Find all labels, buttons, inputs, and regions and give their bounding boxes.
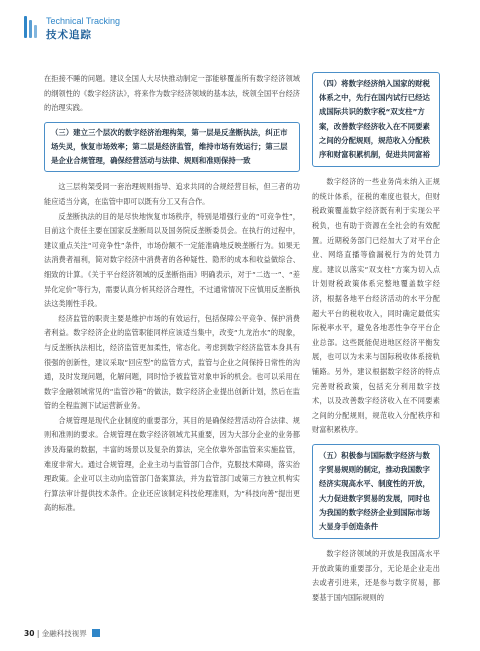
- paragraph: 合规管理是现代企业制度的重要部分，其目的是确保经营活动符合法律、规则和准则的要求。合规管理在数字经济领域尤其重要，因为大部分企业的业务都涉及海量的数据，丰富的场景以及复杂的算法，完全依靠外部监管来实施监管，难度非常大。通过合规管理，企业主动与监管部门合作，克服技术障碍，落实治理政策。企业可以主动向监管部门备案算法，并为监管部门或第三方独立机构实行算法审计提供技术条件。企业还应该制定科技伦理准则，为“科技向善”提出更高的标准。: [44, 415, 300, 513]
- section-heading-5: （五）积极参与国际数字经济与数字贸易规则的制定，推动我国数字经济实现高水平、制度性的开放，大力促进数字贸易的发展，同时也为我国的数字经济企业到国际市场大显身手创造条件: [312, 444, 440, 539]
- logo-bars-icon: [24, 16, 38, 38]
- page-footer: [24, 628, 100, 639]
- section-heading-3: （三）建立三个层次的数字经济治理构架，第一层是反垄断执法，纠正市场失灵，恢复市场效率；第二层是经济监管，维持市场有效运行；第三层是企业合规管理，确保经营活动与法律、规则和准则保持一致: [44, 122, 300, 173]
- right-column: [312, 72, 440, 606]
- paragraph: 数字经济的一些业务尚未纳入正规的统计体系，征税的难度也很大，但财税政策覆盖数字经济既有利于实现公平税负，也有助于资源在全社会的有效配置。近期税务部门已经加大了对平台企业、网络直播等偷漏税行为的处罚力度。建议以落实“双支柱”方案为切入点计划财税政策体系完整地覆盖数字经济，根据各地平台经济活动的水平分配超大平台的税收收入，同时确定最低实际税率水平，避免各地恶性争夺平台企业总部。这些既能促进地区经济平衡发展，也可以为未来与国际税收体系接轨铺路。另外，建议根据数字经济的特点完善财税政策，包括充分利用数字技术，以及改善数字经济收入在不同要素之间的分配规则，规范收入分配秩序和财富积累秩序。: [312, 177, 440, 435]
- paragraph: 在拒接不睡的问题。建议全国人大尽快推动制定一部能够覆盖所有数字经济领域的纲领性的《数字经济法》，将来作为数字经济领域的基本法，统领全国平台经济的治理实践。: [44, 74, 300, 113]
- left-column: [44, 72, 300, 516]
- paragraph: 数字经济领域的开放是我国高水平开放政策的重要部分，无论是企业走出去或者引进来，还是参与数字贸易，都要基于国内国际规则的: [312, 549, 440, 602]
- paragraph: 反垄断执法的目的是尽快地恢复市场秩序，特别是增强行业的“可竞争性”，目前这个责任主要在国家反垄断局以及国务院反垄断委员会。在执行的过程中，建议重点关注“可竞争性”条件，市场份额不一定能准确地反映垄断行为。如果无法消费者福利，简对数字经济中消费者的各种疑性、隐形的成本和收益做综合、细致的计算。《关于平台经济领域的反垄断指南》明确表示，对于“二选一”、“差异化定价”等行为，需要认真分析其经济合理性，不过通常情况下应慎用反垄断执法这类刚性手段。: [44, 211, 300, 309]
- footer-separator: |: [36, 629, 40, 638]
- page-number: 30: [24, 629, 35, 638]
- paragraph: 经济监管的职责主要是维护市场的有效运行，包括保障公平竞争、保护消费者利益。数字经济企业的监管职能同样应该适当集中，改变“九龙治水”的现象，与反垄断执法相比，经济监管更加柔性，常态化。考虑到数字经济监管本身具有很强的创新性，建议采取“回应型”的监管方式，监管与企业之间保持日常性的沟通，及时发现问题，化解问题，同时恰予被监管对象申诉的机会。也可以采用在数字金融领域常见的“监管沙箱”的做法，数字经济企业提出创新计划，然后在监管的全程监测下试运营新业务。: [44, 313, 300, 411]
- footer-square-icon: [92, 629, 100, 637]
- journal-name: 金融科技视界: [41, 629, 87, 638]
- paragraph: 这三层构架受同一套治理规则指导、追求共同的合规经营目标，但三者的功能应适当分离，在监管中即可以既有分工又有合作。: [44, 182, 300, 206]
- header-english-title: Technical Tracking: [46, 16, 121, 26]
- header-chinese-title: 技术追踪: [46, 29, 92, 41]
- section-heading-4: （四）将数字经济纳入国家的财税体系之中，先行在国内试行已经达成国际共识的数字税“双支柱”方案，改善数字经济收入在不同要素之间的分配规则，规范收入分配秩序和财富积累机制，促进共同富裕: [312, 72, 440, 167]
